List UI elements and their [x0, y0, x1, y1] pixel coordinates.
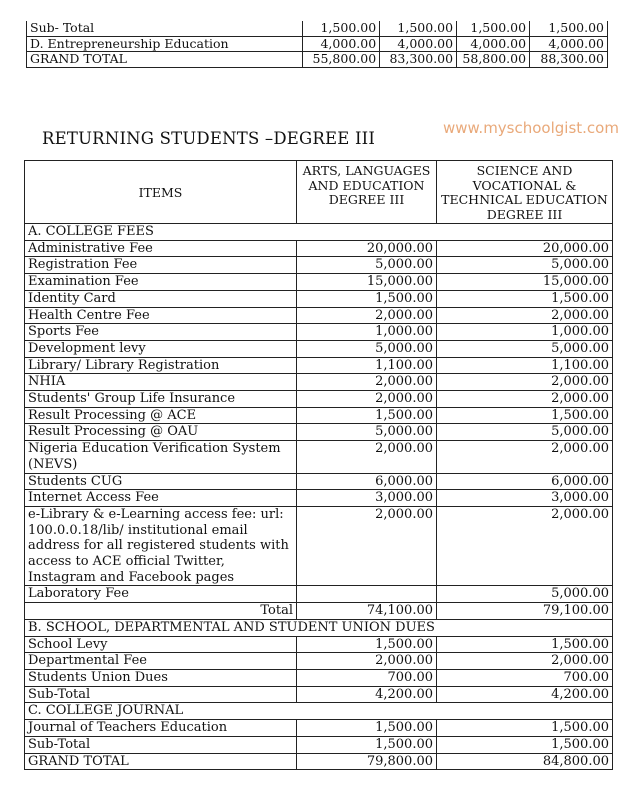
item-label: Journal of Teachers Education — [25, 720, 297, 737]
arts-amount: 1,500.00 — [297, 720, 437, 737]
arts-amount: 20,000.00 — [297, 240, 437, 257]
item-label: Students' Group Life Insurance — [25, 391, 297, 408]
arts-amount: 2,000.00 — [297, 506, 437, 586]
item-label: NHIA — [25, 374, 297, 391]
arts-amount: 2,000.00 — [297, 441, 437, 473]
science-amount: 1,500.00 — [437, 407, 613, 424]
arts-amount: 1,500.00 — [297, 407, 437, 424]
section-row — [25, 619, 613, 636]
science-amount: 2,000.00 — [437, 441, 613, 473]
row-label: Sub- Total — [27, 21, 303, 36]
amount-cell: 4,000.00 — [457, 36, 530, 52]
science-amount: 3,000.00 — [437, 490, 613, 507]
arts-amount: 700.00 — [297, 669, 437, 686]
section-row — [25, 703, 613, 720]
science-amount: 1,100.00 — [437, 357, 613, 374]
table-row — [25, 307, 613, 324]
table-row — [25, 407, 613, 424]
amount-cell: 58,800.00 — [457, 52, 530, 68]
row-label: D. Entrepreneurship Education — [27, 36, 303, 52]
item-label: Registration Fee — [25, 257, 297, 274]
amount-cell: 55,800.00 — [303, 52, 380, 68]
section-title: RETURNING STUDENTS –DEGREE III — [42, 129, 376, 148]
table-row — [25, 240, 613, 257]
item-label: Administrative Fee — [25, 240, 297, 257]
science-amount: 2,000.00 — [437, 374, 613, 391]
arts-amount: 4,200.00 — [297, 686, 437, 703]
arts-amount: 1,500.00 — [297, 290, 437, 307]
table-row — [25, 357, 613, 374]
table-row — [25, 686, 613, 703]
table-row — [25, 441, 613, 473]
science-amount: 5,000.00 — [437, 424, 613, 441]
science-amount: 1,500.00 — [437, 736, 613, 753]
item-label: Identity Card — [25, 290, 297, 307]
arts-amount: 15,000.00 — [297, 274, 437, 291]
table-row — [25, 274, 613, 291]
science-amount: 79,100.00 — [437, 603, 613, 620]
table-row — [25, 324, 613, 341]
table-row — [25, 391, 613, 408]
science-amount: 84,800.00 — [437, 753, 613, 770]
arts-amount: 1,100.00 — [297, 357, 437, 374]
science-amount: 2,000.00 — [437, 653, 613, 670]
watermark: www.myschoolgist.com — [443, 119, 619, 137]
table-row — [27, 36, 608, 52]
science-amount: 2,000.00 — [437, 506, 613, 586]
science-amount: 5,000.00 — [437, 340, 613, 357]
item-label: Result Processing @ OAU — [25, 424, 297, 441]
item-label: GRAND TOTAL — [25, 753, 297, 770]
table-row — [27, 21, 608, 36]
arts-amount: 5,000.00 — [297, 340, 437, 357]
item-label: Students CUG — [25, 473, 297, 490]
arts-amount: 2,000.00 — [297, 374, 437, 391]
arts-amount: 74,100.00 — [297, 603, 437, 620]
amount-cell: 4,000.00 — [380, 36, 457, 52]
amount-cell: 1,500.00 — [380, 21, 457, 36]
amount-cell: 1,500.00 — [303, 21, 380, 36]
item-label: Development levy — [25, 340, 297, 357]
table-row — [25, 736, 613, 753]
science-amount: 15,000.00 — [437, 274, 613, 291]
arts-amount: 1,500.00 — [297, 736, 437, 753]
science-amount: 1,500.00 — [437, 636, 613, 653]
science-amount: 5,000.00 — [437, 586, 613, 603]
science-amount: 1,500.00 — [437, 720, 613, 737]
item-label: Sports Fee — [25, 324, 297, 341]
arts-amount: 79,800.00 — [297, 753, 437, 770]
item-label: Total — [25, 603, 297, 620]
arts-amount: 1,000.00 — [297, 324, 437, 341]
science-amount: 2,000.00 — [437, 391, 613, 408]
arts-column-header: ARTS, LANGUAGES AND EDUCATION DEGREE III — [297, 161, 437, 224]
table-row — [25, 636, 613, 653]
science-amount: 5,000.00 — [437, 257, 613, 274]
table-row — [25, 586, 613, 603]
arts-amount — [297, 586, 437, 603]
science-amount: 4,200.00 — [437, 686, 613, 703]
section-heading: C. COLLEGE JOURNAL — [25, 703, 613, 720]
amount-cell: 1,500.00 — [530, 21, 608, 36]
amount-cell: 4,000.00 — [530, 36, 608, 52]
item-label: School Levy — [25, 636, 297, 653]
table-row — [25, 753, 613, 770]
science-amount: 700.00 — [437, 669, 613, 686]
amount-cell: 83,300.00 — [380, 52, 457, 68]
arts-amount: 2,000.00 — [297, 391, 437, 408]
fees-table — [24, 160, 613, 770]
table-row — [25, 424, 613, 441]
item-label: Internet Access Fee — [25, 490, 297, 507]
arts-amount: 5,000.00 — [297, 257, 437, 274]
table-row — [25, 720, 613, 737]
arts-amount: 6,000.00 — [297, 473, 437, 490]
items-header: ITEMS — [25, 161, 297, 224]
table-row — [25, 374, 613, 391]
table-row — [25, 506, 613, 586]
item-label: Laboratory Fee — [25, 586, 297, 603]
amount-cell: 88,300.00 — [530, 52, 608, 68]
section-heading: A. COLLEGE FEES — [25, 224, 613, 241]
section-heading: B. SCHOOL, DEPARTMENTAL AND STUDENT UNION DUES — [25, 619, 613, 636]
table-row — [25, 653, 613, 670]
item-label: Health Centre Fee — [25, 307, 297, 324]
item-label: Departmental Fee — [25, 653, 297, 670]
science-amount: 1,500.00 — [437, 290, 613, 307]
item-label: Examination Fee — [25, 274, 297, 291]
item-label: Students Union Dues — [25, 669, 297, 686]
science-amount: 6,000.00 — [437, 473, 613, 490]
table-row — [25, 340, 613, 357]
table-row — [25, 669, 613, 686]
arts-amount: 2,000.00 — [297, 307, 437, 324]
arts-amount: 5,000.00 — [297, 424, 437, 441]
science-amount: 1,000.00 — [437, 324, 613, 341]
header-row — [25, 161, 613, 224]
table-row — [25, 490, 613, 507]
table-row — [27, 52, 608, 68]
section-row — [25, 224, 613, 241]
amount-cell: 1,500.00 — [457, 21, 530, 36]
science-column-header: SCIENCE AND VOCATIONAL & TECHNICAL EDUCATION DEGREE III — [437, 161, 613, 224]
table-row — [25, 603, 613, 620]
item-label: Nigeria Education Verification System (NEVS) — [25, 441, 297, 473]
previous-fees-table — [26, 21, 608, 68]
row-label: GRAND TOTAL — [27, 52, 303, 68]
arts-amount: 2,000.00 — [297, 653, 437, 670]
item-label: Sub-Total — [25, 686, 297, 703]
science-amount: 2,000.00 — [437, 307, 613, 324]
item-label: Result Processing @ ACE — [25, 407, 297, 424]
science-amount: 20,000.00 — [437, 240, 613, 257]
table-row — [25, 257, 613, 274]
item-label: e-Library & e-Learning access fee: url: 100.0.0.18/lib/ institutional email address for all registered students with access to ACE official Twitter, Instagram and Facebook pages — [25, 506, 297, 586]
arts-amount: 1,500.00 — [297, 636, 437, 653]
item-label: Library/ Library Registration — [25, 357, 297, 374]
table-row — [25, 290, 613, 307]
amount-cell: 4,000.00 — [303, 36, 380, 52]
table-row — [25, 473, 613, 490]
item-label: Sub-Total — [25, 736, 297, 753]
arts-amount: 3,000.00 — [297, 490, 437, 507]
